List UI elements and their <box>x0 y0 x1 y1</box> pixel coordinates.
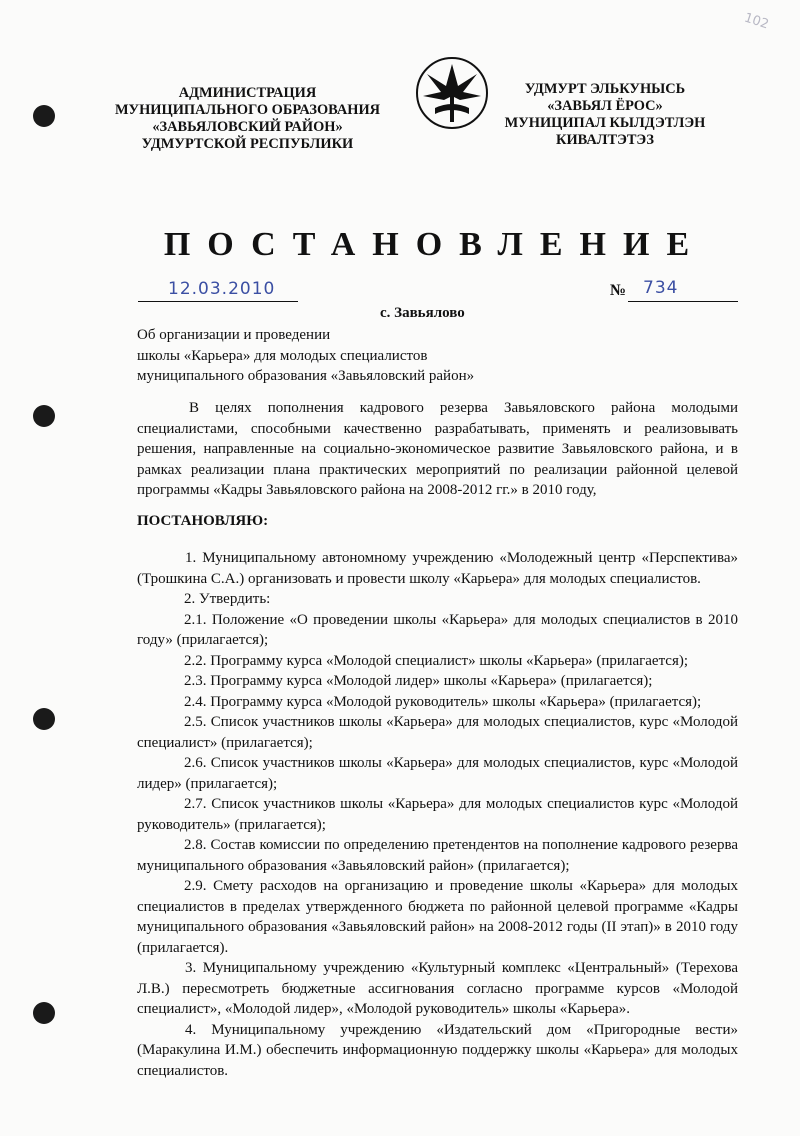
subject-line: муниципального образования «Завьяловский район» <box>137 368 475 384</box>
decree-item: 2.9. Смету расходов на организацию и проведение школы «Карьера» для молодых специалистов в пределах утвержденного бюджета по районной целевой программе «Кадры муниципального образования «Завьяловский район» на 2008-2012 годы (II этап)» в 2010 году (прилагается). <box>137 878 738 956</box>
decree-item: 1. Муниципальному автономному учреждению «Молодежный центр «Перспектива» (Трошкина С.А.) организовать и провести школу «Карьера» для молодых специалистов. <box>137 550 738 587</box>
decree-item: 4. Муниципальному учреждению «Издательский дом «Пригородные вести» (Маракулина И.М.) обеспечить информационную поддержку школы «Карьера» для молодых специалистов. <box>137 1021 738 1079</box>
subject-line: Об организации и проведении <box>137 327 331 343</box>
header-left-line: «ЗАВЬЯЛОВСКИЙ РАЙОН» <box>152 119 343 135</box>
punch-hole <box>33 1002 55 1024</box>
decree-item: 2.1. Положение «О проведении школы «Карьера» для молодых специалистов в 2010 году» (прилагается); <box>137 611 738 648</box>
document-date: 12.03.2010 <box>168 279 276 299</box>
header-right-org <box>490 81 720 149</box>
decree-items <box>137 548 738 1081</box>
decree-item: 2.5. Список участников школы «Карьера» для молодых специалистов, курс «Молодой специалист» (прилагается); <box>137 714 738 751</box>
header-right-line: УДМУРТ ЭЛЬКУНЫСЬ <box>524 81 686 97</box>
decree-item: 3. Муниципальному учреждению «Культурный комплекс «Центральный» (Терехова Л.В.) пересмотреть бюджетные ассигнования согласно программе курсов «Молодой специалист», «Молодой лидер», «Молодой руководитель» школы «Карьера». <box>137 960 738 1017</box>
district-emblem-icon <box>415 56 489 130</box>
document-subject <box>137 325 474 387</box>
corner-page-mark: 102 <box>742 10 771 33</box>
intro-paragraph: В целях пополнения кадрового резерва Завьяловского района молодыми специалистами, способными качественно разрабатывать, применять и реализовывать решения, направленные на социально-экономическое развитие Завьяловского района, и в рамках реализации плана практических мероприятий по реализации районной целевой программы «Кадры Завьяловского района на 2008-2012 гг.» в 2010 году, <box>137 400 738 498</box>
punch-hole <box>33 105 55 127</box>
number-sign: № <box>610 282 627 299</box>
decree-heading: ПОСТАНОВЛЯЮ: <box>137 513 269 529</box>
header-right-line: «ЗАВЬЯЛ ЁРОС» <box>547 98 663 114</box>
punch-hole <box>33 405 55 427</box>
decree-item: 2.3. Программу курса «Молодой лидер» школы «Карьера» (прилагается); <box>184 673 653 689</box>
header-right-line: МУНИЦИПАЛ КЫЛДЭТЛЭН <box>504 115 706 131</box>
document-number: 734 <box>643 278 679 298</box>
decree-item: 2.7. Список участников школы «Карьера» для молодых специалистов курс «Молодой руководитель» (прилагается); <box>137 796 738 833</box>
decree-item: 2.8. Состав комиссии по определению претендентов на пополнение кадрового резерва муниципального образования «Завьяловский район» (прилагается); <box>137 837 738 874</box>
header-right-line: КИВАЛТЭТЭЗ <box>556 132 654 148</box>
header-left-line: МУНИЦИПАЛЬНОГО ОБРАЗОВАНИЯ <box>114 102 381 118</box>
punch-hole <box>33 708 55 730</box>
subject-line: школы «Карьера» для молодых специалистов <box>137 347 428 364</box>
header-left-line: АДМИНИСТРАЦИЯ <box>178 85 317 101</box>
decree-item: 2.2. Программу курса «Молодой специалист» школы «Карьера» (прилагается); <box>184 652 689 669</box>
decree-item: 2. Утвердить: <box>184 591 271 607</box>
decree-item: 2.6. Список участников школы «Карьера» для молодых специалистов, курс «Молодой лидер» (прилагается); <box>137 755 738 792</box>
document-title: ПОСТАНОВЛЕНИЕ <box>163 226 707 263</box>
header-left-org <box>95 85 400 153</box>
header-left-line: УДМУРТСКОЙ РЕСПУБЛИКИ <box>141 136 354 152</box>
document-place: с. Завьялово <box>380 305 465 321</box>
decree-item: 2.4. Программу курса «Молодой руководитель» школы «Карьера» (прилагается); <box>184 693 702 710</box>
